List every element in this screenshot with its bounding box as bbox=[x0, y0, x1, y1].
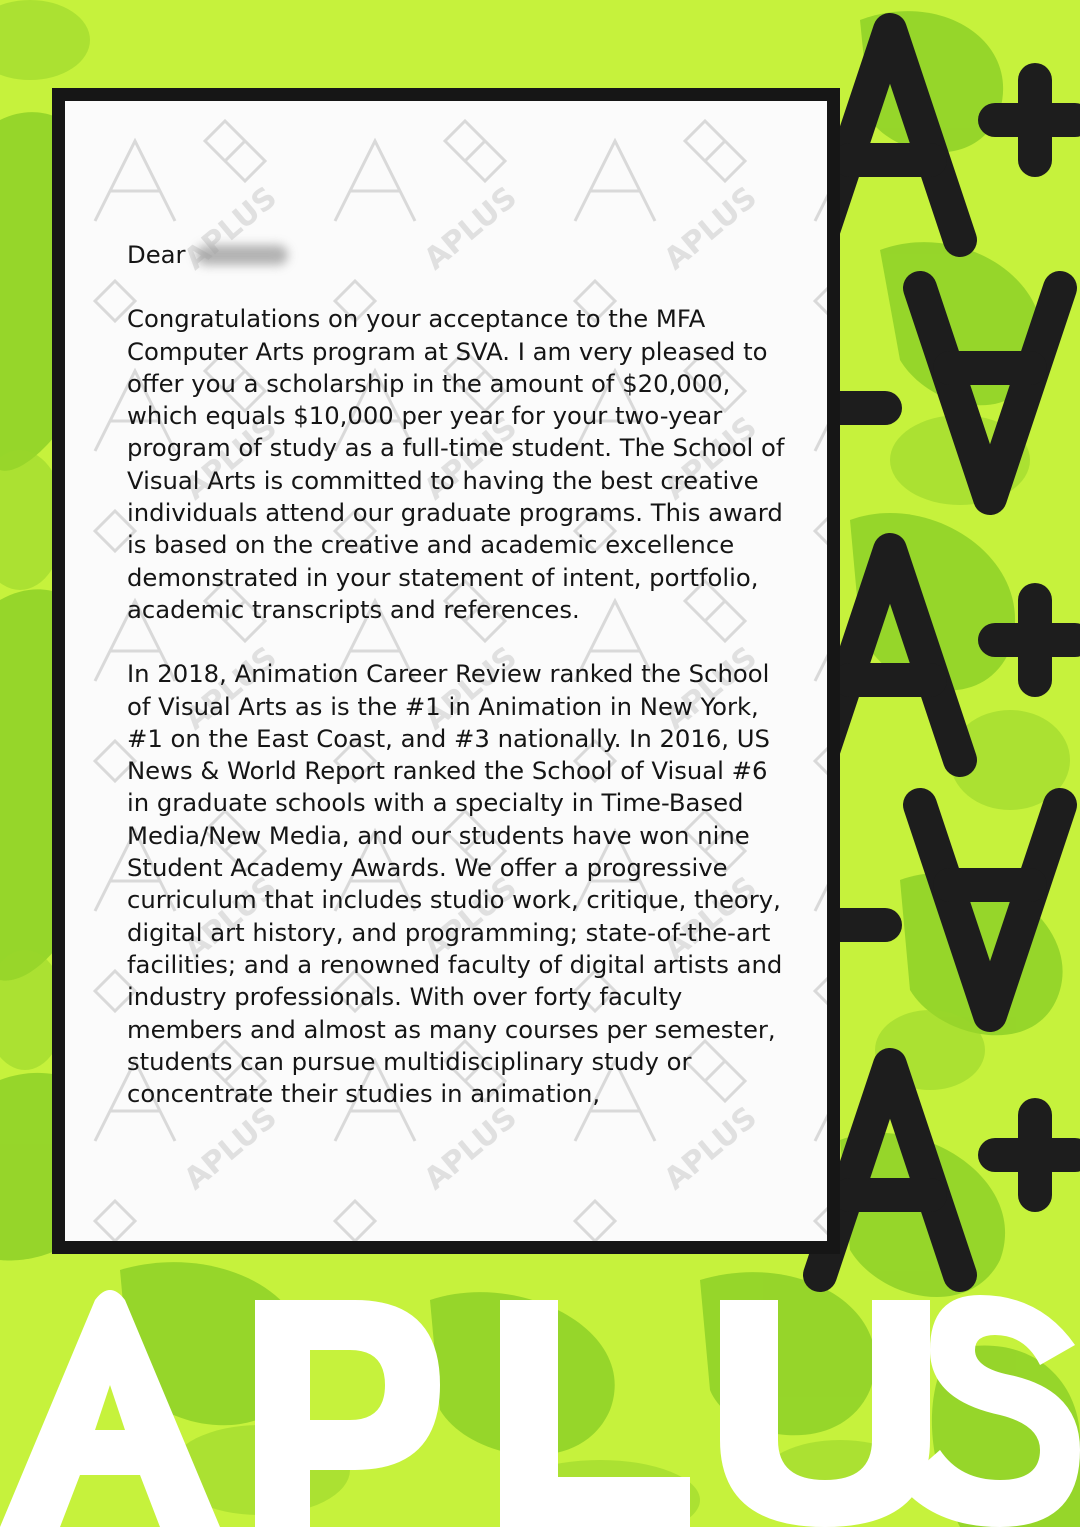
salutation-line bbox=[127, 239, 787, 271]
aplus-wordmark bbox=[0, 1290, 1080, 1527]
letter-body bbox=[127, 239, 787, 1142]
letter-paragraph-1: Congratulations on your acceptance to the MFA Computer Arts program at SVA. I am very pleased to offer you a scholarship in the amount of $20,000, which equals $10,000 per year for your two-year program of study as a full-time student. The School of Visual Arts is committed to having the best creative individuals attend our graduate programs. This award is based on the creative and academic excellence demonstrated in your statement of intent, portfolio, academic transcripts and references. bbox=[127, 304, 785, 624]
aplus-wordmark-text: APLUS bbox=[0, 1290, 4, 1291]
redacted-recipient-name bbox=[196, 245, 288, 265]
letter-paragraph-2: In 2018, Animation Career Review ranked the School of Visual Arts as is the #1 in Animation in New York, #1 on the East Coast, and #3 nationally. In 2016, US News & World Report ranked the School of Visual #6 in graduate schools with a specialty in Time-Based Media/New Media, and our students have won nine Student Academy Awards. We offer a progressive curriculum that includes studio work, critique, theory, digital art history, and programming; state-of-the-art facilities; and a renowned faculty of digital artists and industry professionals. With over forty faculty members and almost as many courses per semester, students can pursue multidisciplinary study or concentrate their studies in animation, bbox=[127, 659, 783, 1109]
salutation-text: Dear bbox=[127, 240, 186, 269]
letter-card bbox=[52, 88, 840, 1254]
